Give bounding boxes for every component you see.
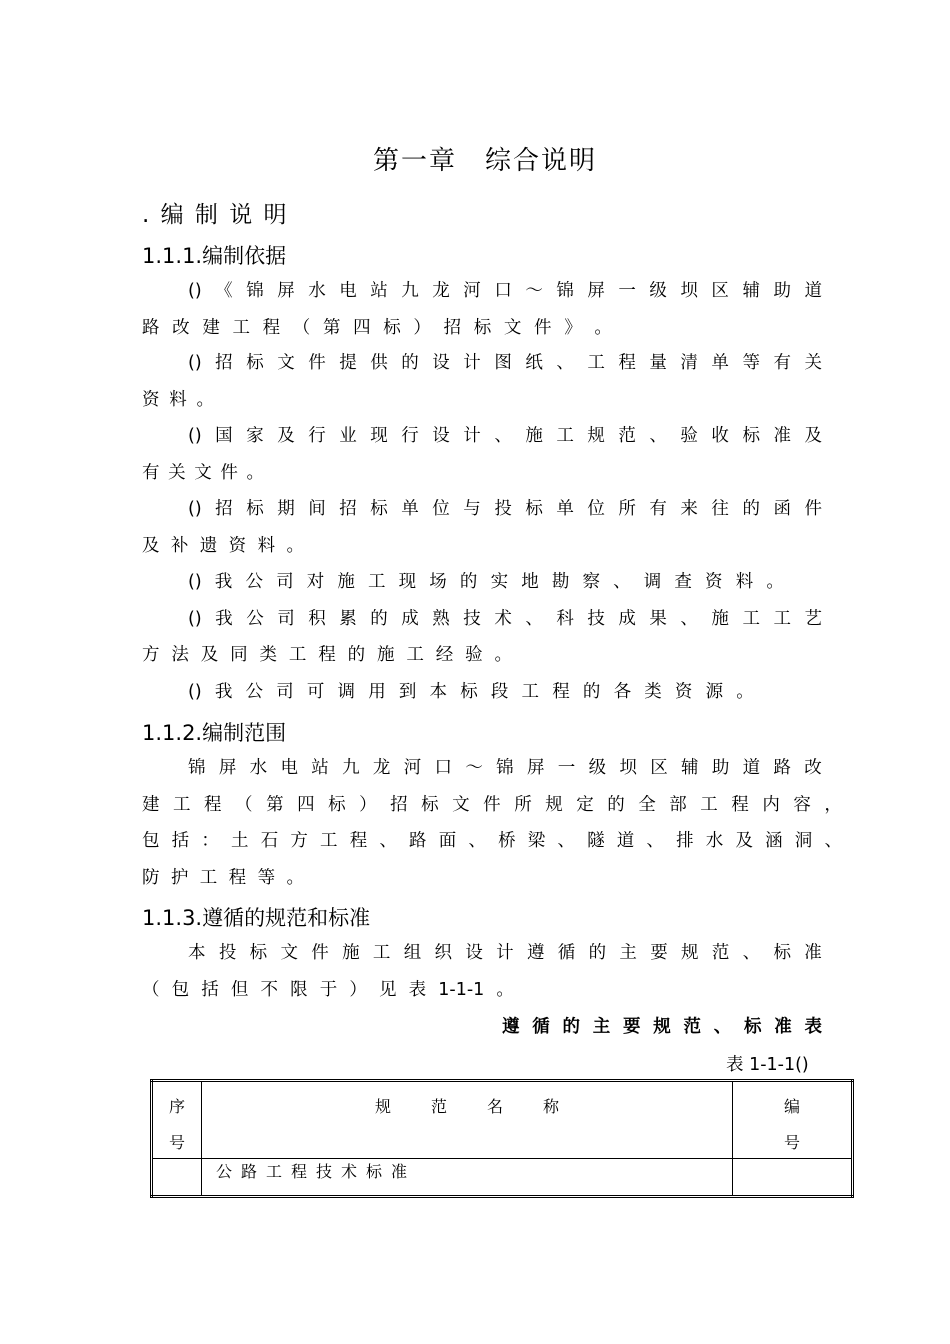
basis-line-8: 及 补 遗 资 料 。 <box>142 536 304 556</box>
standards-line-2: （ 包 括 但 不 限 于 ） 见 表 1-1-1 。 <box>142 980 514 1000</box>
basis-line-1: () 《 锦 屏 水 电 站 九 龙 河 口 ～ 锦 屏 一 级 坝 区 辅 助 道 <box>188 281 822 301</box>
row-name-cell: 公路工程技术标准 <box>202 1159 733 1197</box>
header-name-cell <box>202 1081 733 1159</box>
basis-line-7: () 招 标 期 间 招 标 单 位 与 投 标 单 位 所 有 来 往 的 函 件 <box>188 499 822 519</box>
row-serial-cell <box>152 1159 202 1197</box>
header-serial-top: 序 <box>168 1097 185 1116</box>
table-row <box>152 1159 853 1197</box>
row-code-cell <box>733 1159 853 1197</box>
basis-line-10: () 我 公 司 积 累 的 成 熟 技 术 、 科 技 成 果 、 施 工 工 艺 <box>188 609 822 629</box>
basis-line-3: () 招 标 文 件 提 供 的 设 计 图 纸 、 工 程 量 清 单 等 有 关 <box>188 353 822 373</box>
table-header-row <box>152 1081 853 1159</box>
section-title: . 编 制 说 明 <box>142 202 289 228</box>
basis-line-5: () 国 家 及 行 业 现 行 设 计 、 施 工 规 范 、 验 收 标 准 及 <box>188 426 822 446</box>
scope-line-3: 包 括 ： 土 石 方 工 程 、 路 面 、 桥 梁 、 隧 道 、 排 水 及 涵 洞 、 <box>142 831 842 851</box>
basis-line-6: 有 关 文 件 。 <box>142 463 264 483</box>
header-code-top: 编 <box>783 1097 800 1116</box>
chapter-title: 第一章 综合说明 <box>372 146 597 176</box>
table-number: 表 1-1-1() <box>726 1055 809 1075</box>
basis-line-11: 方 法 及 同 类 工 程 的 施 工 经 验 。 <box>142 645 512 665</box>
header-name-char: 称 <box>543 1097 560 1116</box>
standards-table <box>150 1079 854 1198</box>
subsection-scope-heading: 1.1.2.编制范围 <box>142 721 287 745</box>
header-serial-cell <box>152 1081 202 1159</box>
scope-line-4: 防 护 工 程 等 。 <box>142 868 304 888</box>
scope-line-1: 锦 屏 水 电 站 九 龙 河 口 ～ 锦 屏 一 级 坝 区 辅 助 道 路 改 <box>188 758 822 778</box>
header-serial-bottom: 号 <box>168 1133 185 1152</box>
standards-line-1: 本 投 标 文 件 施 工 组 织 设 计 遵 循 的 主 要 规 范 、 标 准 <box>188 943 822 963</box>
scope-line-2: 建 工 程 （ 第 四 标 ） 招 标 文 件 所 规 定 的 全 部 工 程 内 容 ， <box>142 795 842 815</box>
header-name-char: 规 <box>374 1097 391 1116</box>
basis-line-12: () 我 公 司 可 调 用 到 本 标 段 工 程 的 各 类 资 源 。 <box>188 682 754 702</box>
subsection-basis-heading: 1.1.1.编制依据 <box>142 244 287 268</box>
table-caption: 遵 循 的 主 要 规 范 、 标 准 表 <box>502 1017 822 1037</box>
header-name-char: 范 <box>430 1097 447 1116</box>
header-code-bottom: 号 <box>783 1133 800 1152</box>
basis-line-4: 资 料 。 <box>142 390 214 410</box>
basis-line-2: 路 改 建 工 程 （ 第 四 标 ） 招 标 文 件 》 。 <box>142 318 612 338</box>
header-name-char: 名 <box>487 1097 504 1116</box>
subsection-standards-heading: 1.1.3.遵循的规范和标准 <box>142 906 371 930</box>
basis-line-9: () 我 公 司 对 施 工 现 场 的 实 地 勘 察 、 调 查 资 料 。 <box>188 572 784 592</box>
header-code-cell <box>733 1081 853 1159</box>
